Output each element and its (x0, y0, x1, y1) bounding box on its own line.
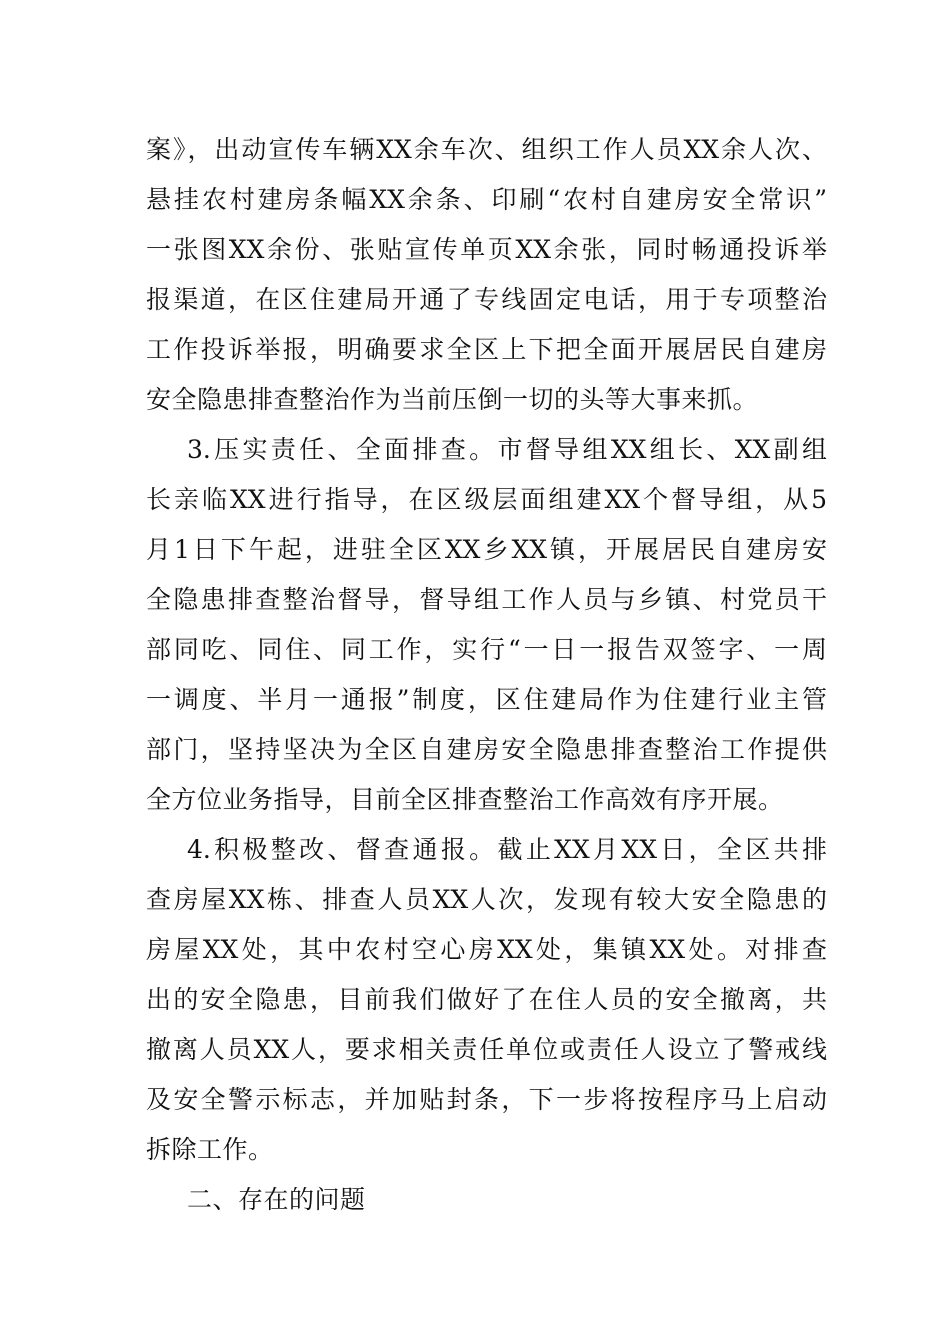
paragraph-line: 工作投诉举报，明确要求全区上下把全面开展居民自建房 (146, 335, 827, 364)
paragraph-line: 长亲临XX进行指导，在区级层面组建XX个督导组，从5 (146, 485, 827, 514)
paragraph-line: 月1日下午起，进驻全区XX乡XX镇，开展居民自建房安 (146, 535, 827, 564)
paragraph-line: 一张图XX余份、张贴宣传单页XX余张，同时畅通投诉举 (146, 235, 827, 264)
paragraph-line: 撤离人员XX人，要求相关责任单位或责任人设立了警戒线 (146, 1035, 827, 1064)
paragraph-line: 房屋XX处，其中农村空心房XX处，集镇XX处。对排查 (146, 935, 827, 964)
paragraph-line: 全隐患排查整治督导，督导组工作人员与乡镇、村党员干 (146, 585, 827, 614)
paragraph-line: 查房屋XX栋、排查人员XX人次，发现有较大安全隐患的 (146, 885, 827, 914)
paragraph-line: 4.积极整改、督查通报。截止XX月XX日，全区共排 (187, 835, 827, 864)
paragraph-line: 一调度、半月一通报”制度，区住建局作为住建行业主管 (146, 685, 827, 714)
paragraph-line: 部同吃、同住、同工作，实行“一日一报告双签字、一周 (146, 635, 827, 664)
paragraph-line: 安全隐患排查整治作为当前压倒一切的头等大事来抓。 (146, 385, 759, 414)
paragraph-line: 拆除工作。 (146, 1135, 274, 1164)
paragraph-line: 出的安全隐患，目前我们做好了在住人员的安全撤离，共 (146, 985, 827, 1014)
section-heading: 二、存在的问题 (187, 1185, 366, 1214)
paragraph-line: 案》，出动宣传车辆XX余车次、组织工作人员XX余人次、 (146, 135, 827, 164)
paragraph-line: 3.压实责任、全面排查。市督导组XX组长、XX副组 (187, 435, 827, 464)
paragraph-line: 悬挂农村建房条幅XX余条、印刷“农村自建房安全常识” (146, 185, 827, 214)
paragraph-line: 报渠道，在区住建局开通了专线固定电话，用于专项整治 (146, 285, 827, 314)
paragraph-line: 全方位业务指导，目前全区排查整治工作高效有序开展。 (146, 785, 784, 814)
paragraph-line: 部门，坚持坚决为全区自建房安全隐患排查整治工作提供 (146, 735, 827, 764)
paragraph-line: 及安全警示标志，并加贴封条，下一步将按程序马上启动 (146, 1085, 827, 1114)
